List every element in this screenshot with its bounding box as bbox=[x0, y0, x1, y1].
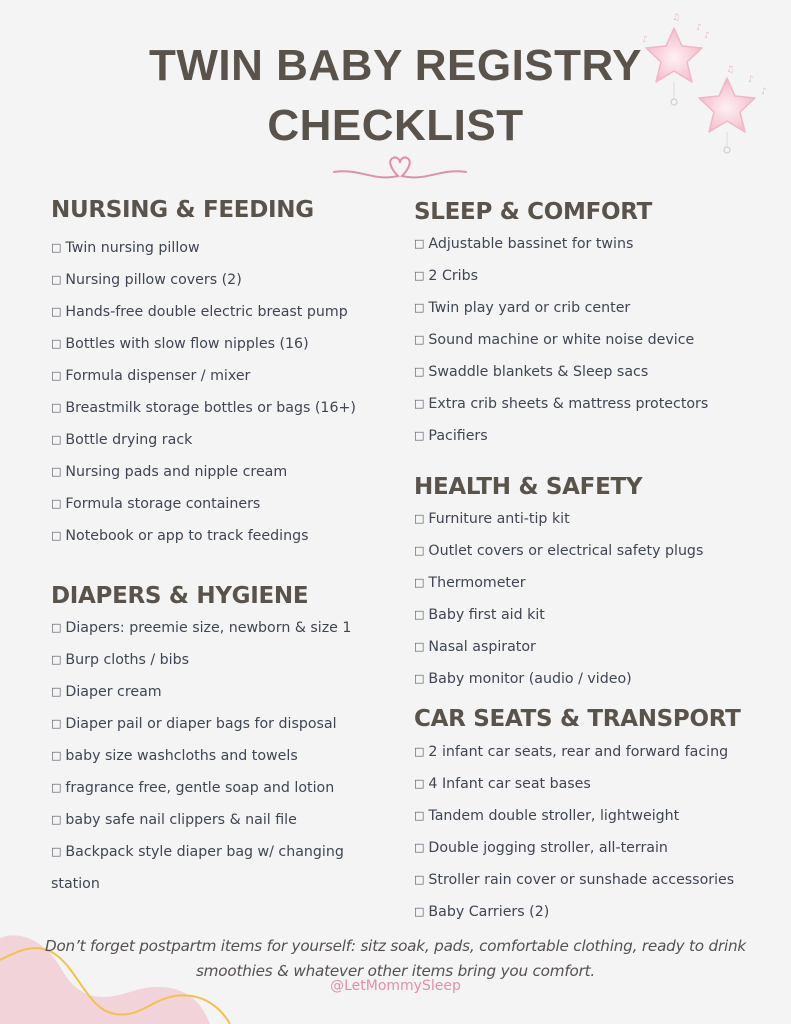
checklist-item-label: Nursing pillow covers (2) bbox=[65, 272, 242, 288]
checklist-item-label: Twin play yard or crib center bbox=[428, 300, 631, 316]
checklist-item[interactable] bbox=[414, 567, 703, 599]
checklist-item[interactable] bbox=[51, 804, 371, 836]
checkbox-icon[interactable]: □ bbox=[414, 608, 425, 621]
heart-divider-icon bbox=[330, 150, 470, 184]
checklist-item-label: Sound machine or white noise device bbox=[428, 332, 695, 348]
checklist-item[interactable] bbox=[414, 800, 734, 832]
svg-text:♫: ♫ bbox=[726, 65, 735, 75]
checkbox-icon[interactable]: □ bbox=[51, 465, 62, 478]
checklist-item[interactable] bbox=[414, 864, 734, 896]
checklist-item-label: Baby monitor (audio / video) bbox=[428, 671, 632, 687]
checkbox-icon[interactable]: □ bbox=[51, 813, 62, 826]
checklist-item[interactable] bbox=[51, 612, 371, 644]
checkbox-icon[interactable]: □ bbox=[414, 544, 425, 557]
checklist-item-label: Breastmilk storage bottles or bags (16+) bbox=[65, 400, 356, 416]
checklist-item[interactable] bbox=[414, 663, 703, 695]
checkbox-icon[interactable]: □ bbox=[51, 401, 62, 414]
checkbox-icon[interactable]: □ bbox=[414, 365, 425, 378]
checkbox-icon[interactable]: □ bbox=[51, 305, 62, 318]
checklist-item-label: Nasal aspirator bbox=[428, 639, 536, 655]
checklist-item[interactable] bbox=[51, 264, 356, 296]
checkbox-icon[interactable]: □ bbox=[414, 301, 425, 314]
checkbox-icon[interactable]: □ bbox=[414, 640, 425, 653]
page-title-line-1: TWIN BABY REGISTRY bbox=[148, 41, 643, 90]
checkbox-icon[interactable]: □ bbox=[51, 497, 62, 510]
section-title-health-safety: HEALTH & SAFETY bbox=[414, 474, 643, 500]
checklist-item-label: Outlet covers or electrical safety plugs bbox=[428, 543, 704, 559]
checkbox-icon[interactable]: □ bbox=[51, 845, 62, 858]
checklist-item[interactable] bbox=[51, 772, 371, 804]
checklist-item[interactable] bbox=[414, 631, 703, 663]
checklist-item[interactable] bbox=[414, 292, 708, 324]
checklist-item[interactable] bbox=[51, 676, 371, 708]
checklist-item-label: Bottles with slow flow nipples (16) bbox=[65, 336, 309, 352]
svg-text:♪: ♪ bbox=[642, 35, 648, 45]
checklist-item[interactable] bbox=[414, 356, 708, 388]
checklist-item[interactable] bbox=[414, 388, 708, 420]
nursing-feeding-list bbox=[51, 232, 356, 552]
checklist-item[interactable] bbox=[414, 896, 734, 928]
checkbox-icon[interactable]: □ bbox=[51, 369, 62, 382]
checklist-item-label: Diapers: preemie size, newborn & size 1 bbox=[65, 620, 352, 636]
checklist-item[interactable] bbox=[414, 535, 703, 567]
checkbox-icon[interactable]: □ bbox=[414, 397, 425, 410]
checklist-item-label: Baby first aid kit bbox=[428, 607, 545, 623]
checkbox-icon[interactable]: □ bbox=[414, 672, 425, 685]
svg-text:♪: ♪ bbox=[704, 31, 710, 41]
checklist-item[interactable] bbox=[51, 644, 371, 676]
checkbox-icon[interactable]: □ bbox=[414, 576, 425, 589]
sleep-comfort-list bbox=[414, 228, 708, 452]
star-balloons-icon bbox=[628, 6, 788, 161]
checklist-item[interactable] bbox=[51, 836, 371, 900]
checkbox-icon[interactable]: □ bbox=[51, 337, 62, 350]
checklist-item-label: fragrance free, gentle soap and lotion bbox=[65, 780, 335, 796]
checklist-item-label: Nursing pads and nipple cream bbox=[65, 464, 288, 480]
checklist-item[interactable] bbox=[414, 420, 708, 452]
page-title-line-2: CHECKLIST bbox=[267, 101, 524, 150]
checklist-item-label: Thermometer bbox=[428, 575, 526, 591]
checkbox-icon[interactable]: □ bbox=[51, 529, 62, 542]
checkbox-icon[interactable]: □ bbox=[414, 429, 425, 442]
diapers-hygiene-list bbox=[51, 612, 371, 900]
checklist-item-label: Tandem double stroller, lightweight bbox=[428, 808, 680, 824]
checkbox-icon[interactable]: □ bbox=[51, 241, 62, 254]
checklist-item-label: Diaper cream bbox=[65, 684, 162, 700]
section-title-nursing-feeding: NURSING & FEEDING bbox=[51, 197, 314, 223]
checklist-item[interactable] bbox=[51, 708, 371, 740]
checklist-item-label: Burp cloths / bibs bbox=[65, 652, 189, 668]
svg-text:♪: ♪ bbox=[761, 87, 767, 97]
checklist-item-label: 2 infant car seats, rear and forward facing bbox=[428, 744, 729, 760]
checklist-item-label: Stroller rain cover or sunshade accessories bbox=[428, 872, 735, 888]
checklist-item[interactable] bbox=[51, 488, 356, 520]
checklist-item-label: 2 Cribs bbox=[428, 268, 479, 284]
checklist-item[interactable] bbox=[414, 324, 708, 356]
checkbox-icon[interactable]: □ bbox=[414, 237, 425, 250]
car-seats-transport-list bbox=[414, 736, 734, 928]
checkbox-icon[interactable]: □ bbox=[414, 745, 425, 758]
checkbox-icon[interactable]: □ bbox=[414, 269, 425, 282]
checklist-item-label: Double jogging stroller, all-terrain bbox=[428, 840, 668, 856]
checklist-item-label: baby safe nail clippers & nail file bbox=[65, 812, 297, 828]
postpartum-note: Don’t forget postpartm items for yourself: sitz soak, pads, comfortable clothing, ready to drink smoothies & whatever other items bring you comfort. bbox=[44, 937, 747, 980]
checkbox-icon[interactable]: □ bbox=[51, 433, 62, 446]
checkbox-icon[interactable]: □ bbox=[51, 273, 62, 286]
checklist-item-label: 4 Infant car seat bases bbox=[428, 776, 591, 792]
checklist-item-label: Pacifiers bbox=[428, 428, 488, 444]
checklist-item[interactable] bbox=[51, 296, 356, 328]
checklist-item[interactable] bbox=[51, 424, 356, 456]
svg-text:♪: ♪ bbox=[748, 75, 754, 85]
checklist-item[interactable] bbox=[414, 599, 703, 631]
checklist-item-label: Formula storage containers bbox=[65, 496, 261, 512]
section-title-diapers-hygiene: DIAPERS & HYGIENE bbox=[51, 583, 309, 609]
checkbox-icon[interactable]: □ bbox=[414, 512, 425, 525]
checklist-item-label: Baby Carriers (2) bbox=[428, 904, 550, 920]
checklist-item[interactable] bbox=[51, 328, 356, 360]
checkbox-icon[interactable]: □ bbox=[51, 621, 62, 634]
checkbox-icon[interactable]: □ bbox=[51, 653, 62, 666]
checklist-item-label: Notebook or app to track feedings bbox=[65, 528, 309, 544]
checkbox-icon[interactable]: □ bbox=[51, 749, 62, 762]
section-title-sleep-comfort: SLEEP & COMFORT bbox=[414, 199, 653, 225]
section-title-car-seats-transport: CAR SEATS & TRANSPORT bbox=[414, 706, 741, 732]
checkbox-icon[interactable]: □ bbox=[414, 777, 425, 790]
checklist-item[interactable] bbox=[51, 360, 356, 392]
checklist-item-label: Adjustable bassinet for twins bbox=[428, 236, 634, 252]
checkbox-icon[interactable]: □ bbox=[51, 717, 62, 730]
checkbox-icon[interactable]: □ bbox=[414, 333, 425, 346]
checklist-item[interactable] bbox=[51, 392, 356, 424]
checklist-item-label: Backpack style diaper bag w/ changing station bbox=[51, 844, 344, 892]
checkbox-icon[interactable]: □ bbox=[51, 781, 62, 794]
checklist-item[interactable] bbox=[414, 260, 708, 292]
checklist-item[interactable] bbox=[51, 520, 356, 552]
checkbox-icon[interactable]: □ bbox=[414, 905, 425, 918]
checkbox-icon[interactable]: □ bbox=[414, 873, 425, 886]
checklist-item[interactable] bbox=[414, 503, 703, 535]
checklist-item-label: Hands-free double electric breast pump bbox=[65, 304, 348, 320]
checklist-item-label: Diaper pail or diaper bags for disposal bbox=[65, 716, 337, 732]
svg-text:♪: ♪ bbox=[696, 23, 702, 33]
checkbox-icon[interactable]: □ bbox=[414, 809, 425, 822]
checklist-item[interactable] bbox=[51, 740, 371, 772]
checklist-item-label: Furniture anti-tip kit bbox=[428, 511, 570, 527]
checkbox-icon[interactable]: □ bbox=[51, 685, 62, 698]
checkbox-icon[interactable]: □ bbox=[414, 841, 425, 854]
checklist-item-label: baby size washcloths and towels bbox=[65, 748, 298, 764]
checklist-item[interactable] bbox=[414, 768, 734, 800]
checklist-item[interactable] bbox=[414, 832, 734, 864]
checklist-item-label: Extra crib sheets & mattress protectors bbox=[428, 396, 709, 412]
checklist-item[interactable] bbox=[414, 228, 708, 260]
health-safety-list bbox=[414, 503, 703, 695]
checklist-item-label: Bottle drying rack bbox=[65, 432, 193, 448]
checklist-item[interactable] bbox=[51, 232, 356, 264]
social-handle: @LetMommySleep bbox=[330, 978, 461, 994]
svg-text:♫: ♫ bbox=[672, 13, 681, 23]
checklist-item-label: Swaddle blankets & Sleep sacs bbox=[428, 364, 649, 380]
checklist-item[interactable] bbox=[51, 456, 356, 488]
checklist-item-label: Twin nursing pillow bbox=[65, 240, 200, 256]
checklist-item[interactable] bbox=[414, 736, 734, 768]
checklist-item-label: Formula dispenser / mixer bbox=[65, 368, 251, 384]
